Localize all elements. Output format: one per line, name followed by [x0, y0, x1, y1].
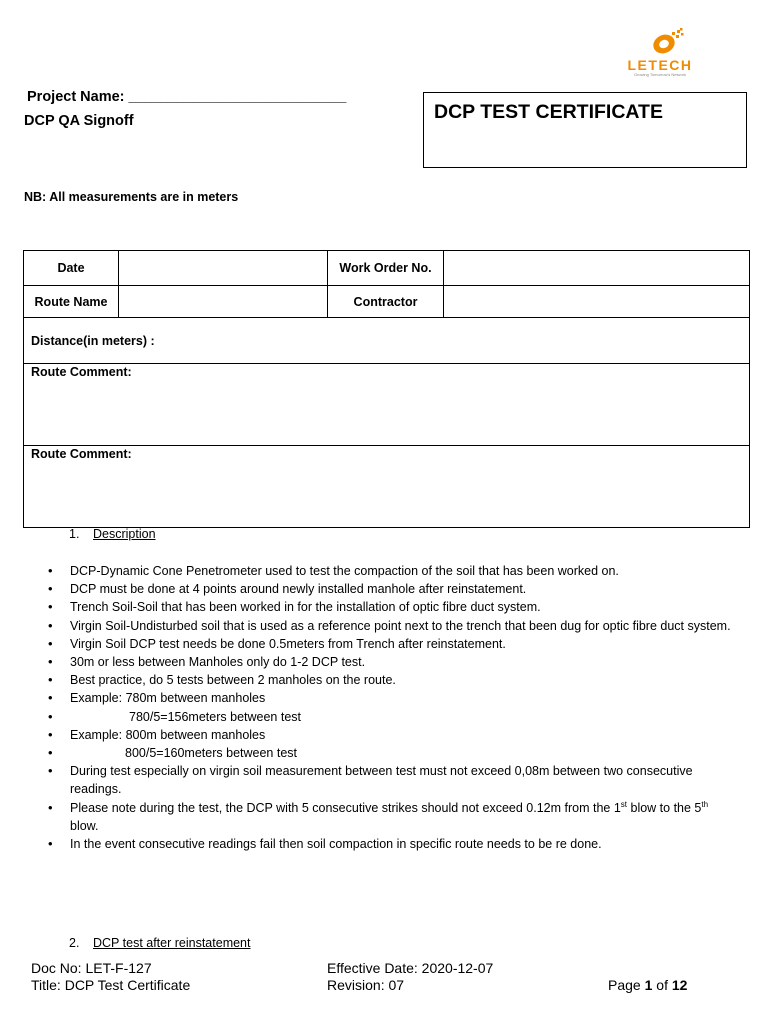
list-item: • Please note during the test, the DCP with 5 consecutive strikes should not exceed 0.12m from the 1st blow to the 5th blow.: [48, 799, 738, 835]
section-number: 1.: [69, 527, 80, 541]
route-comment-label-1: Route Comment:: [31, 365, 132, 379]
project-name-line: [27, 89, 346, 105]
contractor-field[interactable]: [444, 286, 750, 318]
route-name-field[interactable]: [119, 286, 328, 318]
distance-label: Distance(in meters) :: [31, 333, 155, 348]
work-order-field[interactable]: [444, 251, 750, 286]
route-name-label: Route Name: [24, 286, 119, 318]
logo-text: LETECH: [627, 57, 693, 73]
list-item: • Example: 800m between manholes: [48, 726, 738, 744]
date-field[interactable]: [119, 251, 328, 286]
list-item: • Best practice, do 5 tests between 2 manholes on the route.: [48, 671, 738, 689]
list-item: • 30m or less between Manholes only do 1-2 DCP test.: [48, 653, 738, 671]
letech-logo: [612, 24, 708, 80]
list-item: • 780/5=156meters between test: [48, 708, 738, 726]
list-item: • 800/5=160meters between test: [48, 744, 738, 762]
project-name-blank: ___________________________: [128, 89, 347, 105]
list-item: • In the event consecutive readings fail then soil compaction in specific route needs to be re done.: [48, 835, 738, 853]
distance-field[interactable]: [24, 318, 750, 364]
section-reinstatement-heading: [69, 936, 250, 950]
footer-revision: Revision: 07: [327, 977, 405, 993]
list-item: • Virgin Soil DCP test needs be done 0.5meters from Trench after reinstatement.: [48, 635, 738, 653]
work-order-label: Work Order No.: [328, 251, 444, 286]
list-item: • Trench Soil-Soil that has been worked in for the installation of optic fibre duct system.: [48, 598, 738, 616]
footer-doc-no: Doc No: LET-F-127: [31, 960, 152, 976]
logo-tagline: Growing Tomorrow's Network: [633, 72, 687, 77]
list-item: • DCP must be done at 4 points around newly installed manhole after reinstatement.: [48, 580, 738, 598]
route-comment-field-2[interactable]: [24, 446, 750, 528]
date-label: Date: [24, 251, 119, 286]
contractor-label: Contractor: [328, 286, 444, 318]
route-comment-field-1[interactable]: [24, 364, 750, 446]
section-description-heading: [69, 527, 156, 541]
measurement-note: NB: All measurements are in meters: [24, 190, 239, 204]
route-details-table: [23, 250, 750, 528]
section-title: Description: [93, 527, 156, 541]
footer-title: Title: DCP Test Certificate: [31, 977, 191, 993]
certificate-title: DCP TEST CERTIFICATE: [434, 101, 663, 123]
list-item: • Virgin Soil-Undisturbed soil that is used as a reference point next to the trench that been dug for optic fibre duct system.: [48, 617, 738, 635]
list-item: • DCP-Dynamic Cone Penetrometer used to test the compaction of the soil that has been worked on.: [48, 562, 738, 580]
certificate-title-box: [423, 92, 747, 168]
description-list: [48, 562, 738, 853]
footer-page-number: Page 1 of 12: [608, 977, 688, 993]
list-item: • During test especially on virgin soil measurement between test must not exceed 0,08m between two consecutive readings.: [48, 762, 738, 798]
route-comment-label-2: Route Comment:: [31, 447, 132, 461]
project-name-label: Project Name:: [27, 89, 125, 105]
footer-effective-date: Effective Date: 2020-12-07: [327, 960, 494, 976]
section-title: DCP test after reinstatement: [93, 936, 251, 950]
qa-signoff-label: DCP QA Signoff: [24, 113, 134, 129]
section-number: 2.: [69, 936, 80, 950]
list-item: • Example: 780m between manholes: [48, 689, 738, 707]
